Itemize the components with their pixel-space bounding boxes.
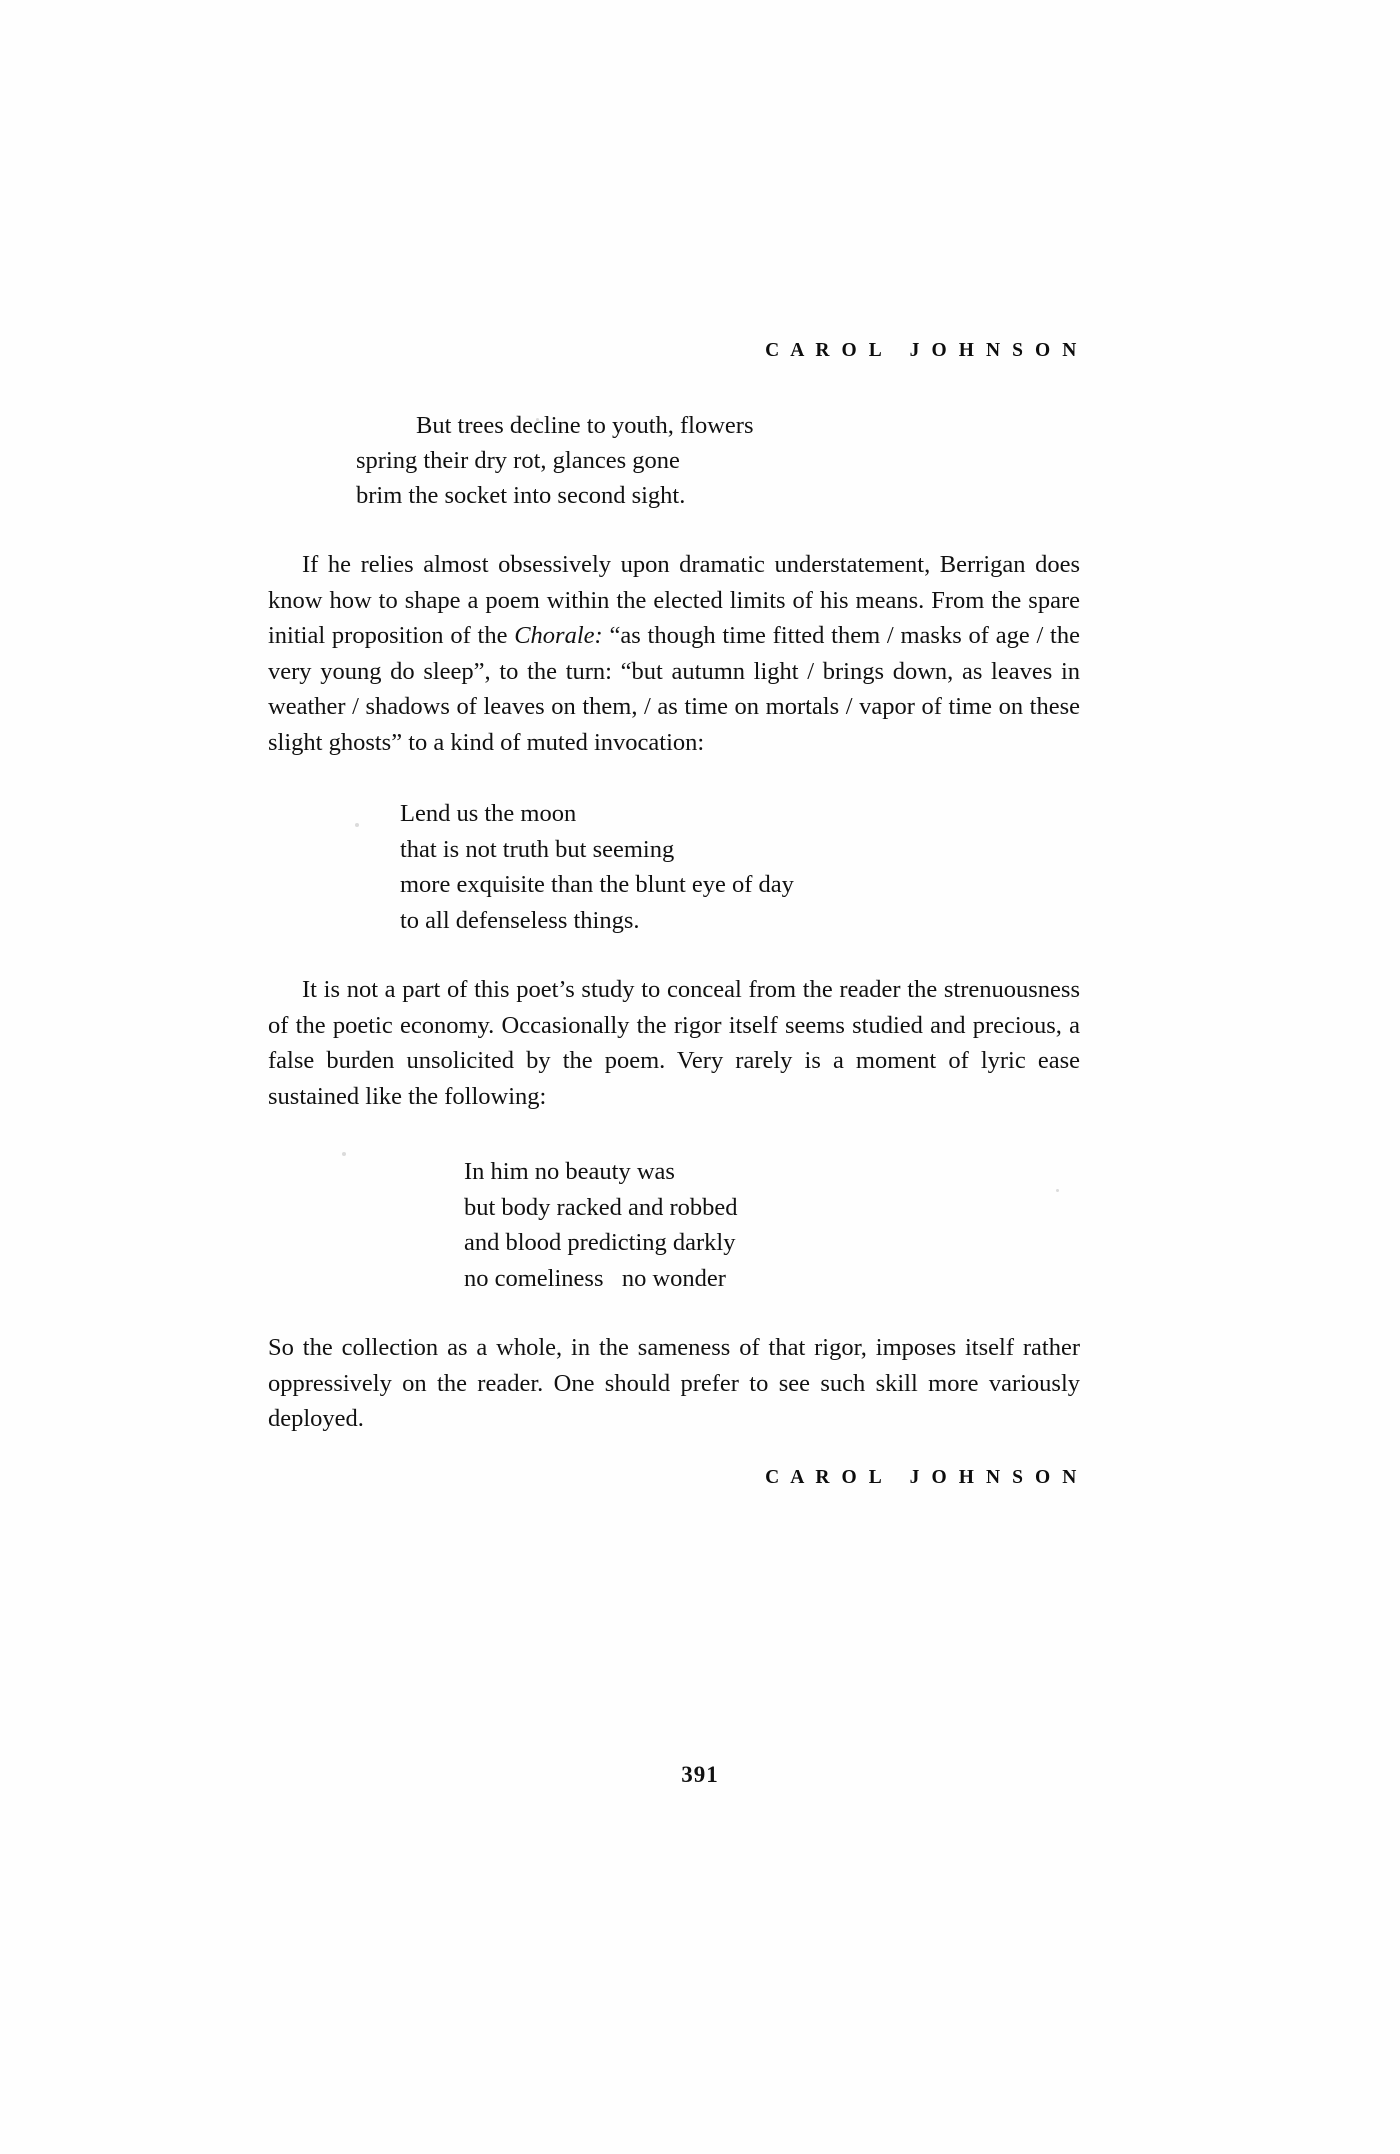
quote-line: but body racked and robbed — [464, 1193, 738, 1221]
body-paragraph-2: It is not a part of this poet’s study to conceal from the reader the strenuousness of the poetic economy. Occasionally the rigor itself seems studied and precious, a false burden unsolicited by the poem. Very rarely is a moment of lyric ease sustained like the following: — [268, 976, 1080, 1110]
quote-line: In him no beauty was — [464, 1158, 675, 1185]
paragraph-1-after-italic: “as though time fitted them / masks of age / the very young do sleep”, to the turn: “but autumn light / brings down, as leaves in weather / shadows of leaves on them, / as time on mortals / vapor of time on these slight ghosts” to a kind of muted invocation: — [268, 622, 1080, 756]
running-head: C A R O L J O H N S O N — [765, 340, 1080, 361]
text-block — [268, 340, 1080, 1489]
paragraph-1-before-italic: If he relies almost obsessively upon dramatic understatement, Berrigan does know how to shape a poem within the elected limits of his means. From the spare initial proposition of the — [268, 551, 1080, 649]
quote-line: that is not truth but seeming — [400, 835, 675, 863]
author-signature: C A R O L J O H N S O N — [765, 1466, 1080, 1488]
verse-line: spring their dry rot, glances gone — [356, 447, 680, 474]
quote-line: more exquisite than the blunt eye of day — [400, 871, 794, 898]
verse-line: brim the socket into second sight. — [356, 482, 686, 509]
work-title-chorale: Chorale: — [514, 622, 603, 649]
block-quote-2 — [268, 1154, 1080, 1296]
body-paragraph-3: So the collection as a whole, in the sameness of that rigor, imposes itself rather oppressively on the reader. One should prefer to see such skill more variously deployed. — [268, 1334, 1080, 1432]
quote-line: no comeliness no wonder — [464, 1264, 726, 1292]
verse-line: But trees decline to youth, flowers — [416, 412, 754, 439]
block-quote-1 — [268, 796, 1080, 938]
quote-line: and blood predicting darkly — [464, 1229, 736, 1256]
page-number: 391 — [681, 1762, 719, 1787]
verse-opening — [268, 408, 1080, 513]
quote-line: Lend us the moon — [400, 800, 577, 827]
body-paragraph-1 — [268, 547, 1080, 760]
quote-line: to all defenseless things. — [400, 906, 640, 934]
